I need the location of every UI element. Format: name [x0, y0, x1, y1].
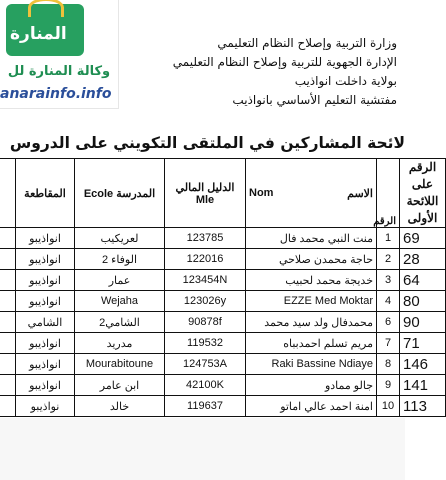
- table-row: [0, 270, 446, 291]
- participants-table: [0, 158, 446, 417]
- table-row: [0, 354, 446, 375]
- cell-moughataa: انواذيبو: [16, 354, 75, 375]
- cell-dept: [0, 228, 16, 249]
- table-row: [0, 396, 446, 417]
- cell-dept: [0, 333, 16, 354]
- cell-mle: 124753A: [165, 354, 246, 375]
- cell-name: Raki Bassine Ndiaye: [246, 354, 377, 375]
- cell-ecole: لعريكيب: [75, 228, 165, 249]
- col-header-moughataa: المقاطعة: [16, 159, 75, 228]
- cell-number: 10: [377, 396, 400, 417]
- cell-number: 7: [377, 333, 400, 354]
- cell-ecole: Mourabitoune: [75, 354, 165, 375]
- page-bottom: [0, 418, 405, 480]
- table-header-row: [0, 159, 446, 228]
- cell-moughataa: انواذيبو: [16, 249, 75, 270]
- cell-dept: [0, 354, 16, 375]
- logo-site: anarainfo.info: [0, 86, 112, 102]
- col-header-name-fr: Nom: [249, 187, 274, 199]
- col-header-mle: الدليل المالي Mle: [165, 159, 246, 228]
- cell-first-list-rank: 28: [400, 249, 446, 270]
- cell-mle: 122016: [165, 249, 246, 270]
- cell-first-list-rank: 64: [400, 270, 446, 291]
- cell-mle: 123026y: [165, 291, 246, 312]
- cell-moughataa: نواذيبو: [16, 396, 75, 417]
- col-header-name: [246, 159, 377, 228]
- col-header-dept: [0, 159, 16, 228]
- col-header-name-ar: الاسم: [347, 187, 373, 200]
- cell-mle: 90878f: [165, 312, 246, 333]
- cell-name: محمدفال ولد سيد محمد: [246, 312, 377, 333]
- cell-dept: [0, 270, 16, 291]
- cell-dept: [0, 249, 16, 270]
- cell-ecole: Wejaha: [75, 291, 165, 312]
- logo-word: المنارة: [10, 24, 67, 44]
- cell-mle: 123454N: [165, 270, 246, 291]
- cell-number: 9: [377, 375, 400, 396]
- cell-first-list-rank: 90: [400, 312, 446, 333]
- table-row: [0, 333, 446, 354]
- cell-first-list-rank: 141: [400, 375, 446, 396]
- cell-name: جالو ممادو: [246, 375, 377, 396]
- table-row: [0, 375, 446, 396]
- cell-ecole: خالد: [75, 396, 165, 417]
- col-header-ecole: Ecole المدرسة: [75, 159, 165, 228]
- table-row: [0, 291, 446, 312]
- cell-moughataa: الشامي: [16, 312, 75, 333]
- table-row: [0, 312, 446, 333]
- cell-dept: [0, 312, 16, 333]
- cell-dept: [0, 291, 16, 312]
- cell-number: 1: [377, 228, 400, 249]
- table-row: [0, 249, 446, 270]
- cell-moughataa: انواذيبو: [16, 375, 75, 396]
- cell-ecole: الوفاء 2: [75, 249, 165, 270]
- cell-name: خديجة محمد لحبيب: [246, 270, 377, 291]
- cell-first-list-rank: 69: [400, 228, 446, 249]
- header-ministry: وزارة التربية وإصلاح النظام التعليمي: [217, 36, 397, 50]
- cell-moughataa: انواذيبو: [16, 270, 75, 291]
- cell-moughataa: انواذيبو: [16, 228, 75, 249]
- cell-first-list-rank: 80: [400, 291, 446, 312]
- cell-name: منت النبي محمد فال: [246, 228, 377, 249]
- cell-moughataa: انواذيبو: [16, 333, 75, 354]
- cell-ecole: ابن عامر: [75, 375, 165, 396]
- logo: [0, 0, 119, 109]
- cell-ecole: مدريد: [75, 333, 165, 354]
- col-header-first-list-rank: الرقم على اللائحة الأولى: [400, 159, 446, 228]
- cell-name: حاجة محمدن صلاحي: [246, 249, 377, 270]
- header-wilaya: بولاية داخلت انواذيب: [294, 74, 397, 88]
- cell-dept: [0, 375, 16, 396]
- cell-number: 8: [377, 354, 400, 375]
- cell-dept: [0, 396, 16, 417]
- document-header: [112, 34, 397, 110]
- cell-first-list-rank: 146: [400, 354, 446, 375]
- cell-mle: 123785: [165, 228, 246, 249]
- col-header-number: الرقم: [377, 159, 400, 228]
- cell-ecole: عمار: [75, 270, 165, 291]
- cell-number: 3: [377, 270, 400, 291]
- table-row: [0, 228, 446, 249]
- cell-moughataa: انواذيبو: [16, 291, 75, 312]
- cell-number: 6: [377, 312, 400, 333]
- cell-name: امنة احمد عالي اماتو: [246, 396, 377, 417]
- cell-first-list-rank: 113: [400, 396, 446, 417]
- cell-first-list-rank: 71: [400, 333, 446, 354]
- cell-number: 2: [377, 249, 400, 270]
- logo-agency-name: وكالة المنارة لل: [7, 64, 111, 79]
- cell-number: 4: [377, 291, 400, 312]
- header-inspection: مفتشية التعليم الأساسي بانواذيب: [232, 93, 397, 107]
- cell-ecole: الشامي2: [75, 312, 165, 333]
- header-regional-direction: الإدارة الجهوية للتربية وإصلاح النظام التعليمي: [172, 55, 397, 69]
- cell-name: EZZE Med Moktar: [246, 291, 377, 312]
- cell-name: مريم تسلم احمدبباه: [246, 333, 377, 354]
- cell-mle: 42100K: [165, 375, 246, 396]
- cell-mle: 119637: [165, 396, 246, 417]
- list-title: لائحة المشاركين في الملتقى التكويني على الدروس: [9, 134, 405, 152]
- cell-mle: 119532: [165, 333, 246, 354]
